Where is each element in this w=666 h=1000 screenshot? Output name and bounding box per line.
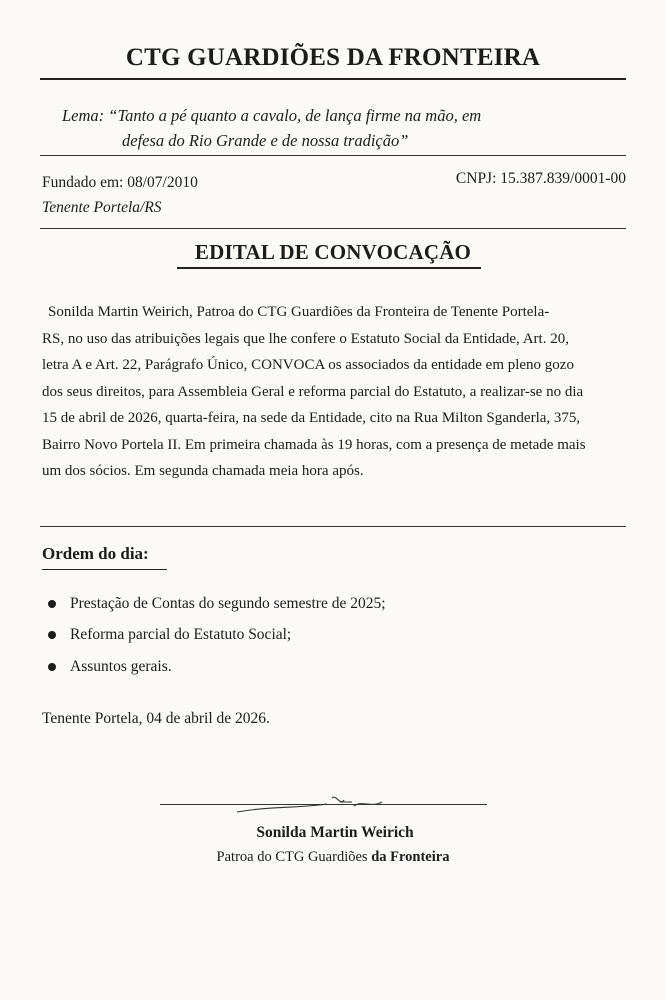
signer-role xyxy=(0,849,666,866)
agenda-item xyxy=(48,588,386,620)
agenda-item-text: Reforma parcial do Estatuto Social; xyxy=(70,626,292,644)
notice-title: EDITAL DE CONVOCAÇÃO xyxy=(194,240,472,264)
notice-body-line: letra A e Art. 22, Parágrafo Único, CONVOCA os associados da entidade em pleno gozo xyxy=(42,357,574,373)
bullet-icon xyxy=(48,631,56,639)
header-divider xyxy=(40,78,626,80)
notice-body-line: RS, no uso das atribuições legais que lhe confere o Estatuto Social da Entidade, Art. 20, xyxy=(42,330,569,347)
notice-body-line: 15 de abril de 2026, quarta-feira, na sede da Entidade, cito na Rua Milton Sganderla, 375, xyxy=(42,410,581,426)
cnpj: CNPJ: 15.387.839/0001-00 xyxy=(455,170,626,187)
signature-line xyxy=(160,804,487,805)
place-and-date: Tenente Portela, 04 de abril de 2026. xyxy=(42,710,270,727)
motto-line-1: Lema: “Tanto a pé quanto a cavalo, de lança firme na mão, em xyxy=(62,106,482,125)
notice-title-underline xyxy=(177,267,481,269)
bullet-icon xyxy=(48,663,56,671)
founded-date: Fundado em: 08/07/2010 xyxy=(42,174,198,191)
notice-body-line: Bairro Novo Portela II. Em primeira chamada às 19 horas, com a presença de metade mais xyxy=(42,436,586,453)
organization-title: CTG GUARDIÕES DA FRONTEIRA xyxy=(125,44,541,71)
agenda-list xyxy=(48,588,386,683)
agenda-item xyxy=(48,651,386,683)
agenda-item-text: Assuntos gerais. xyxy=(70,657,172,675)
meta-divider xyxy=(40,228,626,229)
motto-line-2: defesa do Rio Grande e de nossa tradição” xyxy=(122,131,409,150)
motto-divider xyxy=(40,155,626,156)
handwritten-signature xyxy=(232,788,402,818)
notice-body-line: dos seus direitos, para Assembleia Geral e reforma parcial do Estatuto, a realizar-se no dia xyxy=(42,383,584,400)
signer-role-bold: da Fronteira xyxy=(371,849,450,865)
notice-body xyxy=(42,299,630,485)
agenda-heading-underline xyxy=(42,569,167,570)
agenda-heading: Ordem do dia: xyxy=(42,544,149,563)
founding-info xyxy=(42,170,198,220)
notice-body-line: Sonilda Martin Weirich, Patroa do CTG Guardiões da Fronteira de Tenente Portela- xyxy=(48,304,550,320)
agenda-item xyxy=(48,620,386,652)
notice-body-line: um dos sócios. Em segunda chamada meia hora após. xyxy=(42,463,364,479)
agenda-item-text: Prestação de Contas do segundo semestre de 2025; xyxy=(70,594,386,612)
motto xyxy=(62,103,602,153)
bullet-icon xyxy=(48,600,56,608)
body-divider xyxy=(40,526,626,527)
signer-role-text: Patroa do CTG Guardiões xyxy=(216,849,368,865)
signer-name: Sonilda Martin Weirich xyxy=(256,824,414,841)
city: Tenente Portela/RS xyxy=(42,199,162,216)
